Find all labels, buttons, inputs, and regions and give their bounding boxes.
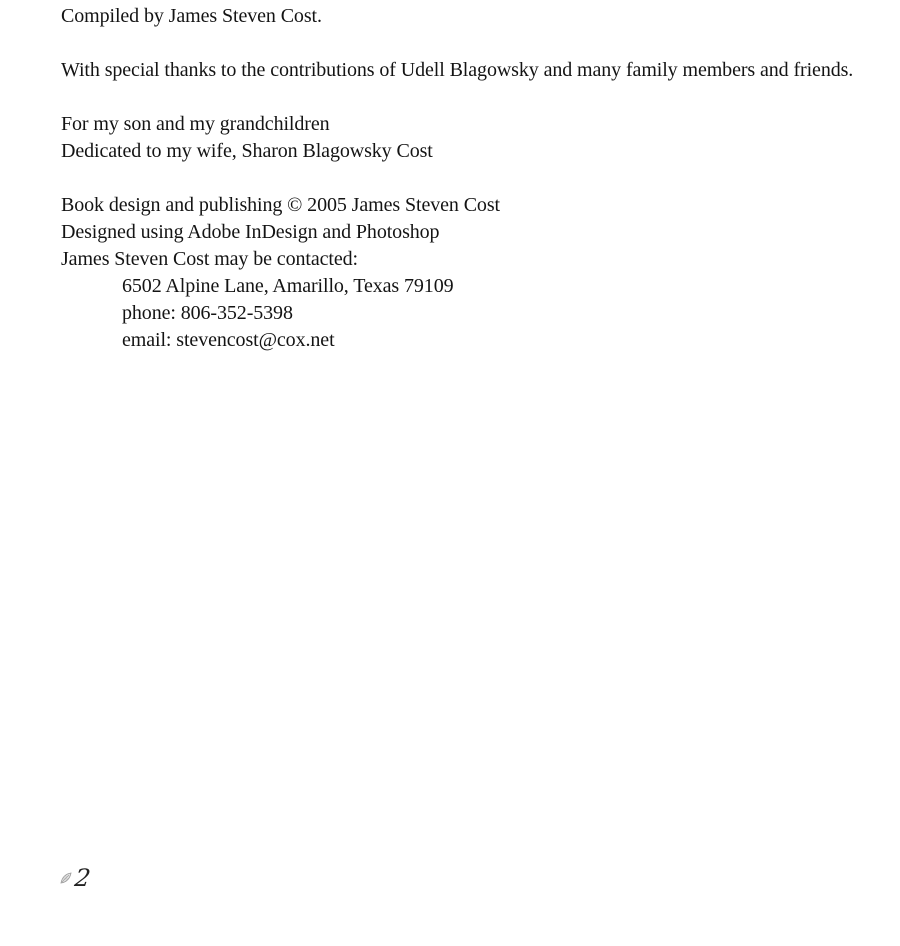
- dedication-line-2: Dedicated to my wife, Sharon Blagowsky Cost: [61, 140, 433, 162]
- special-thanks-line: With special thanks to the contributions of Udell Blagowsky and many family members and friends.: [61, 59, 854, 81]
- leaf-ornament-icon: [60, 872, 72, 884]
- copyright-line: Book design and publishing © 2005 James Steven Cost: [61, 194, 500, 216]
- contact-phone: phone: 806-352-5398: [122, 302, 293, 324]
- compiled-by-line: Compiled by James Steven Cost.: [61, 5, 322, 27]
- page-number: 2: [73, 864, 93, 892]
- contact-email: email: stevencost@cox.net: [122, 329, 335, 351]
- page-footer: [60, 862, 93, 892]
- dedication-line-1: For my son and my grandchildren: [61, 113, 330, 135]
- contact-intro-line: James Steven Cost may be contacted:: [61, 248, 358, 270]
- contact-address: 6502 Alpine Lane, Amarillo, Texas 79109: [122, 275, 454, 297]
- design-tools-line: Designed using Adobe InDesign and Photoshop: [61, 221, 440, 243]
